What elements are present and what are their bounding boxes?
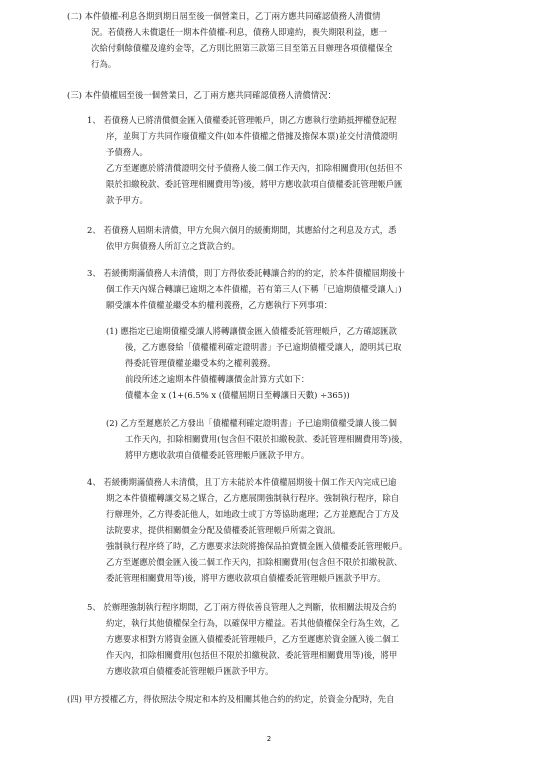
text-line: (二) 本件債權-利息各期到期日屆至後一個營業日，乙丁兩方應共同確認債務人清償情 <box>67 11 381 21</box>
text-line: 方應收款項自債權委託管理帳戶匯款予甲方。 <box>106 666 274 676</box>
text-line: 後，乙方應發給「債權權利確定證明書」予已逾期債權受讓人，證明其已取 <box>125 342 402 352</box>
text-line: 法院要求，提供相關價金分配及債權委託管理帳戶所需之資訊。 <box>106 525 341 535</box>
text-line: 予債務人。 <box>106 147 148 157</box>
page-number: 2 <box>266 735 272 743</box>
text-line: (1) 應指定已逾期債權受讓人將轉讓價金匯入債權委託管理帳戶，乙方確認匯款 <box>106 326 397 336</box>
text-line: (2) 乙方至遲應於乙方發出「債權權利確定證明書」予已逾期債權受讓人後二個 <box>106 418 397 428</box>
text-line: 2、 若債務人屆期未清償，甲方允與六個月的緩衝期間，其應給付之利息及方式，悉 <box>87 225 397 235</box>
text-line: 依甲方與債務人所訂立之貸款合約。 <box>106 241 240 251</box>
text-line: 乙方至遲應於價金匯入後二個工作天內，扣除相關費用(包含但不限於扣繳稅款、 <box>106 557 403 567</box>
text-line: (三) 本件債權屆至後一個營業日，乙丁兩方應共同確認債務人清償情況： <box>67 90 336 100</box>
text-line: 況。若債務人未償還任一期本件債權-利息，債務人即違約，喪失期限利益，應一 <box>91 27 387 37</box>
text-line: 乙方至遲應於將清償證明交付予債務人後二個工作天內，扣除相關費用(包括但不 <box>106 163 403 173</box>
text-line: 作天內，扣除相關費用(包括但不限於扣繳稅款、委託管理相關費用等)後，將甲 <box>106 650 398 660</box>
text-line: 限於扣繳稅款、委託管理相關費用等)後，將甲方應收款項自債權委託管理帳戶匯 <box>106 179 403 189</box>
text-line: 強制執行程序終了時，乙方應要求法院將擔保品拍賣價金匯入債權委託管理帳戶。 <box>106 541 408 551</box>
text-line: 3、 若緩衝期滿債務人未清償，則丁方得依委託轉讓合約的約定，於本件債權屆期後十 <box>87 268 405 278</box>
text-line: 行辦理外，乙方得委託他人，如地政士或丁方等協助處理；乙方並應配合丁方及 <box>106 509 400 519</box>
formula-line: 債權本金 x (1+(6.5% x (債權屆期日至轉讓日天數) ÷365)) <box>125 390 350 400</box>
text-line: 行為。 <box>91 59 117 69</box>
text-line: 序，並與丁方共同作廢債權文件(如本件債權之借據及擔保本票)並交付清償證明 <box>106 131 398 141</box>
text-line: 約定，執行其他債權保全行為，以確保甲方權益。若其他債權保全行為生效，乙 <box>106 618 400 628</box>
text-line: 期之本件債權轉讓交易之媒合，乙方應展開強制執行程序。強制執行程序，除自 <box>106 493 400 503</box>
text-line: 1、 若債務人已將清償價金匯入債權委託管理帳戶，則乙方應執行塗銷抵押權登記程 <box>87 115 397 125</box>
text-line: (四) 甲方授權乙方，得依照法令規定和本約及相關其他合約的約定，於資金分配時，先自 <box>67 694 395 704</box>
text-line: 4、 若緩衝期滿債務人未清償，且丁方未能於本件債權屆期後十個工作天內完成已逾 <box>87 477 397 487</box>
text-line: 5、 於辦理強制執行程序期間，乙丁兩方得依善良管理人之判斷，依相關法規及合約 <box>87 602 397 612</box>
text-line: 次給付剩餘債權及違約金等，乙方則比照第三款第三目至第五目辦理各項債權保全 <box>91 43 393 53</box>
text-line: 將甲方應收款項自債權委託管理帳戶匯款予甲方。 <box>125 450 310 460</box>
text-line: 願受讓本件債權並繼受本約權利義務，乙方應執行下列事項： <box>106 300 333 310</box>
text-line: 款予甲方。 <box>106 195 148 205</box>
text-line: 工作天內，扣除相關費用(包含但不限於扣繳稅款、委託管理相關費用等)後， <box>125 434 408 444</box>
text-line: 方應要求相對方將資金匯入債權委託管理帳戶，乙方至遲應於資金匯入後二個工 <box>106 634 400 644</box>
text-line: 得委託管理債權並繼受本約之權利義務。 <box>125 358 276 368</box>
text-line: 委託管理相關費用等)後，將甲方應收款項自債權委託管理帳戶匯款予甲方。 <box>106 573 386 583</box>
text-line: 前段所述之逾期本件債權轉讓價金計算方式如下： <box>125 374 310 384</box>
text-line: 個工作天內媒合轉讓已逾期之本件債權，若有第三人(下稱「已逾期債權受讓人」) <box>106 284 402 294</box>
